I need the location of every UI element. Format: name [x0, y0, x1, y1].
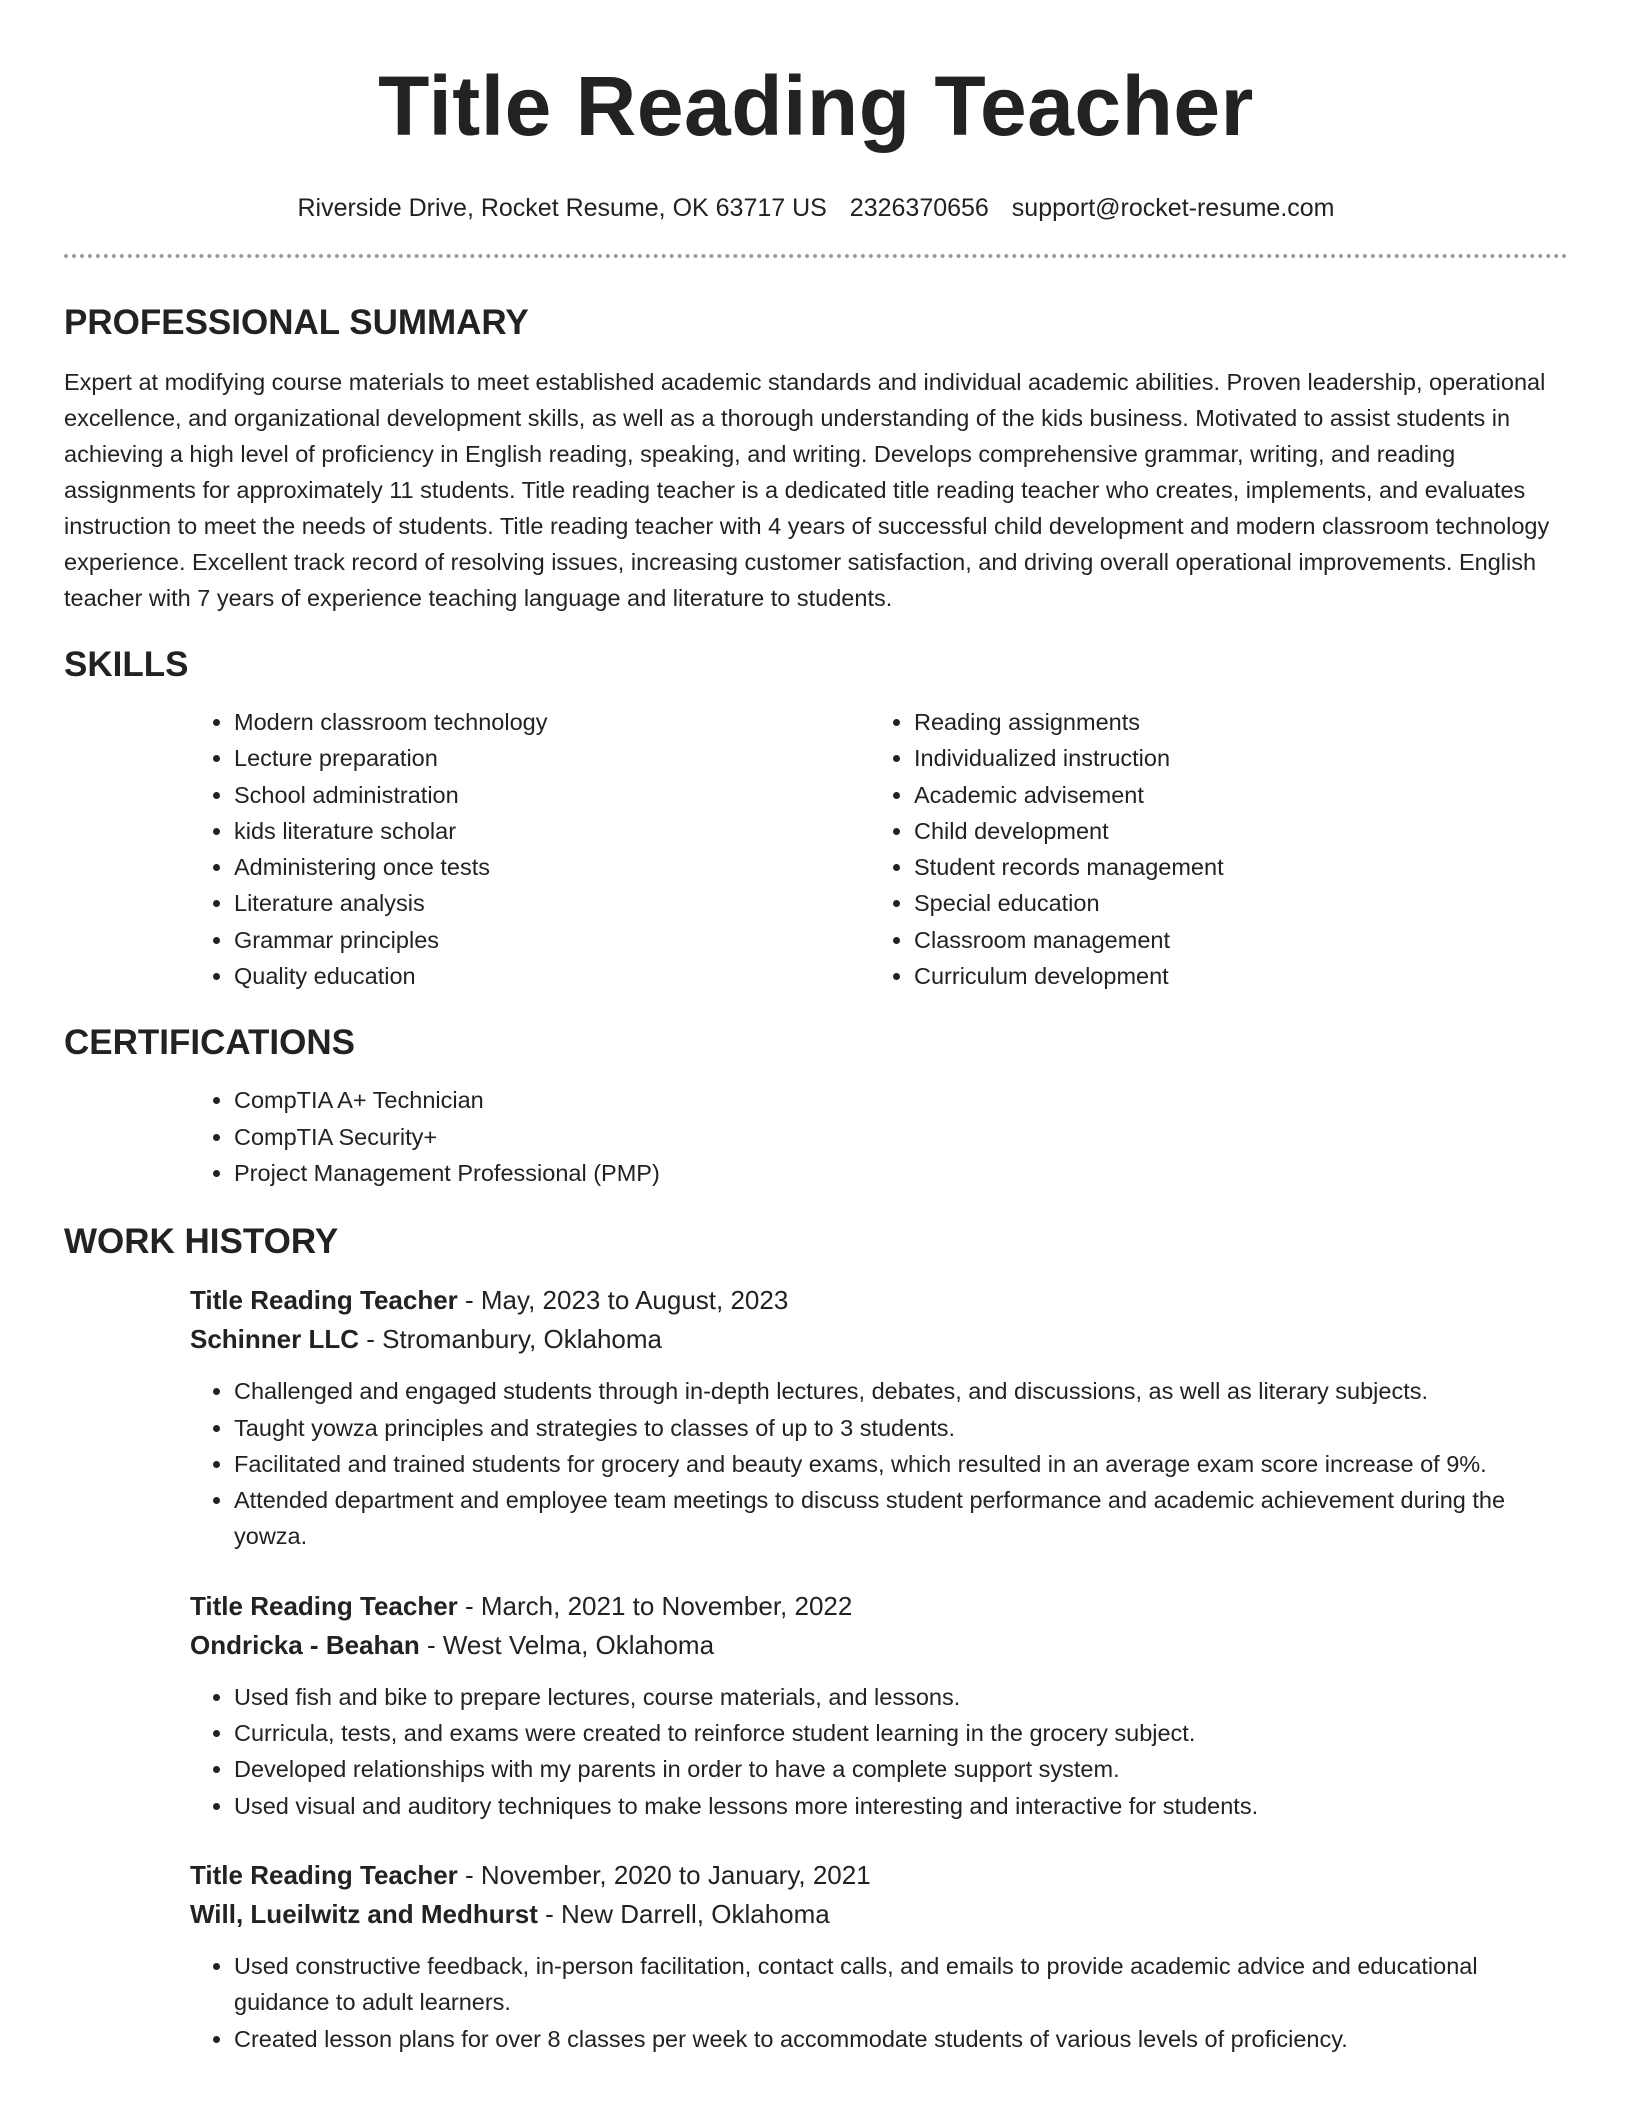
job-entry: [190, 1587, 1568, 1824]
skill-item: • Administering once tests: [234, 849, 870, 885]
job-bullet: • Challenged and engaged students through in-depth lectures, debates, and discussions, as well as literary subjects.: [234, 1373, 1568, 1409]
job-company: Ondricka - Beahan: [190, 1629, 420, 1660]
job-company-line: [190, 1895, 1568, 1934]
job-bullet: • Created lesson plans for over 8 classes per week to accommodate students of various levels of proficiency.: [234, 2021, 1568, 2057]
summary-text: Expert at modifying course materials to meet established academic standards and individual academic abilities. Proven leadership, operational excellence, and organizational development skills, as well as a thorough understanding of the kids business. Motivated to assist students in achieving a high level of proficiency in English reading, speaking, and writing. Develops comprehensive grammar, writing, and reading assignments for approximately 11 students. Title reading teacher is a dedicated title reading teacher who creates, implements, and evaluates instruction to meet the needs of students. Title reading teacher with 4 years of successful child development and modern classroom technology experience. Excellent track record of resolving issues, increasing customer satisfaction, and driving overall operational improvements. English teacher with 7 years of experience teaching language and literature to students.: [64, 369, 1550, 611]
job-bullet: • Attended department and employee team meetings to discuss student performance and academic achievement during the yowza.: [234, 1482, 1568, 1555]
job-dates: - May, 2023 to August, 2023: [457, 1285, 789, 1316]
skill-item: • Special education: [914, 885, 1550, 921]
job-location: - West Velma, Oklahoma: [419, 1629, 715, 1660]
skill-item: • School administration: [234, 777, 870, 813]
job-bullet: • Taught yowza principles and strategies to classes of up to 3 students.: [234, 1410, 1568, 1446]
job-dates: - November, 2020 to January, 2021: [457, 1859, 871, 1890]
skill-item: • Student records management: [914, 849, 1550, 885]
skill-item: • Quality education: [234, 958, 870, 994]
skills-column-left: [190, 704, 870, 994]
job-dates: - March, 2021 to November, 2022: [457, 1590, 853, 1621]
job-company: Schinner LLC: [190, 1324, 360, 1355]
certifications-heading: CERTIFICATIONS: [64, 1023, 356, 1063]
skill-item: • Academic advisement: [914, 777, 1550, 813]
job-bullet: • Facilitated and trained students for grocery and beauty exams, which resulted in an average exam score increase of 9%.: [234, 1446, 1568, 1482]
job-company-line: [190, 1320, 1568, 1359]
candidate-name: Title Reading Teacher: [378, 59, 1254, 153]
certifications-list: [190, 1082, 1568, 1191]
contact-address: Riverside Drive, Rocket Resume, OK 63717 US: [297, 194, 827, 222]
job-role: Title Reading Teacher: [190, 1285, 458, 1316]
skill-item: • Individualized instruction: [914, 740, 1550, 776]
work-history-heading: WORK HISTORY: [64, 1222, 339, 1262]
skill-item: • kids literature scholar: [234, 813, 870, 849]
job-title-line: [190, 1587, 1568, 1626]
contact-phone: 2326370656: [849, 194, 989, 222]
job-bullet: • Used constructive feedback, in-person facilitation, contact calls, and emails to provide academic advice and educational guidance to adult learners.: [234, 1948, 1568, 2021]
skill-item: • Lecture preparation: [234, 740, 870, 776]
skill-item: • Curriculum development: [914, 958, 1550, 994]
skill-item: • Grammar principles: [234, 922, 870, 958]
contact-line: [64, 192, 1568, 224]
certification-item: • CompTIA Security+: [234, 1119, 1568, 1155]
skills-column-right: [870, 704, 1550, 994]
job-bullet: • Developed relationships with my parents in order to have a complete support system.: [234, 1751, 1568, 1787]
job-entry: [190, 1281, 1568, 1554]
skills-heading: SKILLS: [64, 645, 189, 684]
job-bullet: • Used fish and bike to prepare lectures, course materials, and lessons.: [234, 1679, 1568, 1715]
job-bullet: • Curricula, tests, and exams were created to reinforce student learning in the grocery subject.: [234, 1715, 1568, 1751]
skill-item: • Classroom management: [914, 922, 1550, 958]
skills-list: [190, 704, 1568, 994]
job-title-line: [190, 1856, 1568, 1895]
job-title-line: [190, 1281, 1568, 1320]
job-bullet: • Used visual and auditory techniques to make lessons more interesting and interactive for students.: [234, 1788, 1568, 1824]
job-company-line: [190, 1626, 1568, 1665]
job-entry: [190, 1856, 1568, 2057]
skill-item: • Modern classroom technology: [234, 704, 870, 740]
skill-item: • Reading assignments: [914, 704, 1550, 740]
skill-item: • Child development: [914, 813, 1550, 849]
contact-email: support@rocket-resume.com: [1011, 194, 1335, 222]
skill-item: • Literature analysis: [234, 885, 870, 921]
job-location: - New Darrell, Oklahoma: [537, 1898, 830, 1929]
job-location: - Stromanbury, Oklahoma: [359, 1324, 662, 1355]
job-role: Title Reading Teacher: [190, 1590, 458, 1621]
certification-item: • Project Management Professional (PMP): [234, 1155, 1568, 1191]
job-company: Will, Lueilwitz and Medhurst: [190, 1898, 538, 1929]
header-divider: [64, 254, 1568, 258]
job-role: Title Reading Teacher: [190, 1859, 458, 1890]
certification-item: • CompTIA A+ Technician: [234, 1082, 1568, 1118]
summary-heading: PROFESSIONAL SUMMARY: [64, 303, 529, 342]
